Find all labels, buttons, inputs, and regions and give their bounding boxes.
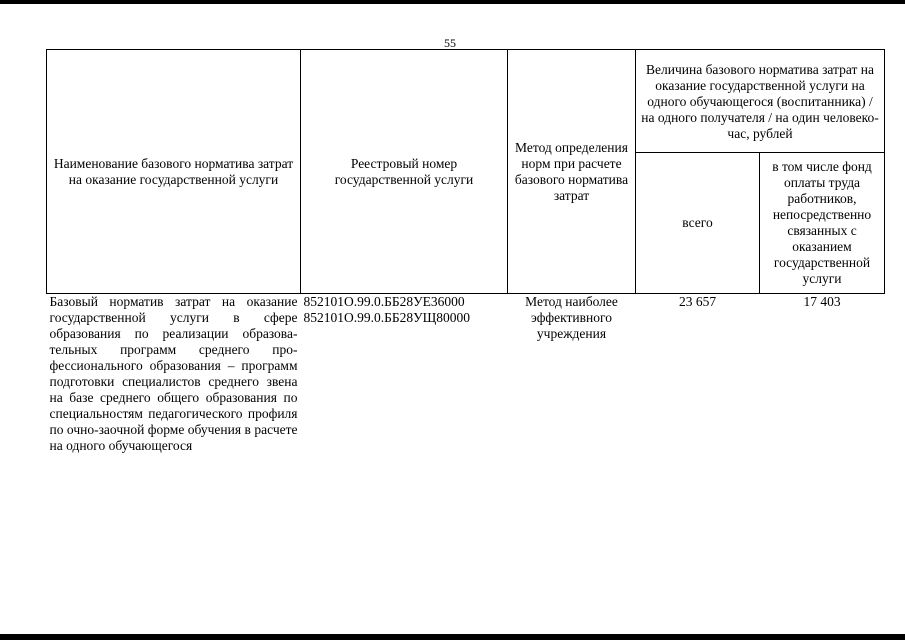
header-wage-fund: в том числе фонд оплаты труда работников, непосредственно связанных с оказанием государственной услуги — [760, 153, 885, 294]
registry-number: 852101О.99.0.ББ28УЩ80000 — [303, 310, 471, 325]
norm-name-text: Базовый норматив затрат на оказание государственной услуги в сфере образования по реализации образовательных программ среднего профессионального образования – программ подготовки специалистов среднего звена на базе среднего общего образования по специальностям педагогического профиля по очно-заочной форме обучения в расчете на одного обучающегося — [49, 294, 298, 453]
scan-edge-bottom — [0, 634, 905, 640]
page-number: 55 — [444, 36, 456, 50]
header-norm-value-group: Величина базового норматива затрат на оказание государственной услуги на одного обучающегося (воспитанника) / на одного получателя / на один человеко-час, рублей — [636, 50, 885, 153]
header-row-1 — [47, 50, 885, 153]
method-cell: Метод наиболее эффективного учреждения — [525, 294, 618, 341]
registry-number: 852101О.99.0.ББ28УЕ36000 — [303, 294, 465, 309]
total-value-cell: 23 657 — [678, 294, 717, 309]
wage-fund-value-cell: 17 403 — [803, 294, 841, 309]
scan-edge-top — [0, 0, 905, 4]
table-row — [47, 294, 885, 455]
registry-number-cell — [301, 294, 508, 455]
header-registry-number: Реестровый номер государственной услуги — [301, 50, 508, 294]
header-total: всего — [636, 153, 760, 294]
header-norm-name: Наименование базового норматива затрат на оказание государственной услуги — [47, 50, 301, 294]
cost-norm-table — [46, 49, 885, 454]
header-method: Метод определения норм при расчете базового норматива затрат — [508, 50, 636, 294]
norm-name-cell — [47, 294, 301, 455]
